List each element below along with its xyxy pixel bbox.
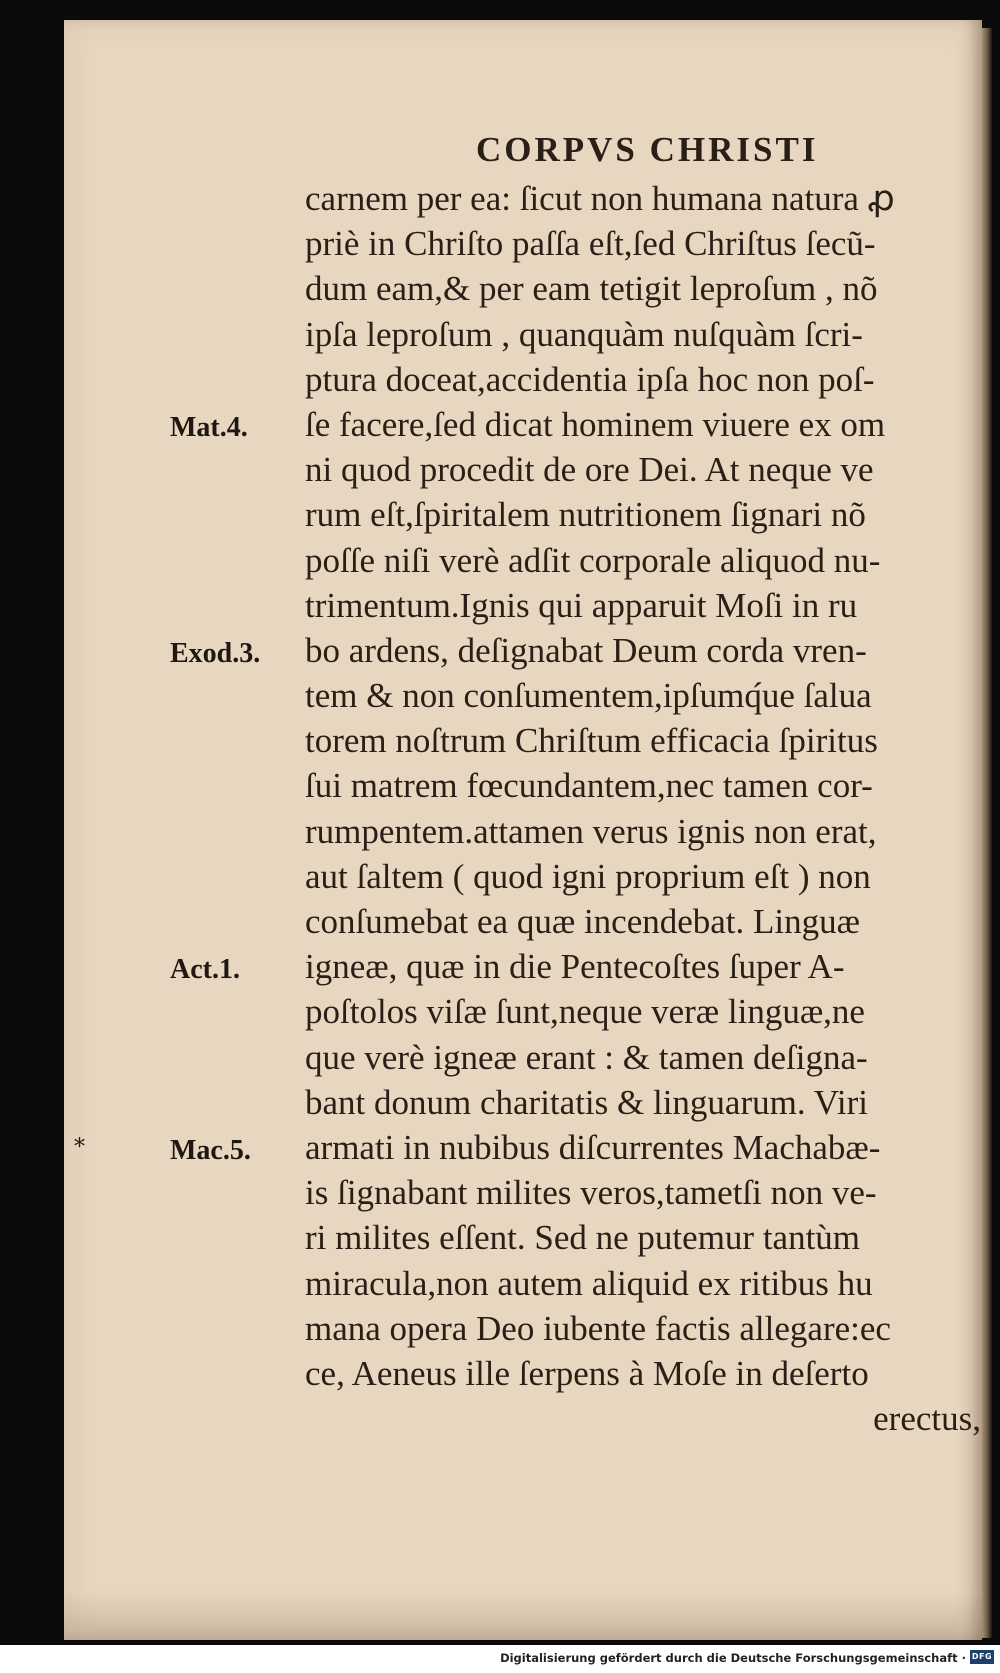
body-text — [305, 176, 985, 1441]
text-line: conſumebat ea quæ incendebat. Linguæ — [305, 902, 860, 941]
text-line: ni quod procedit de ore Dei. At neque ve — [305, 450, 874, 490]
marginal-note-mac: Mac.5. — [170, 1135, 251, 1166]
text-line: ſui matrem fœcundantem,nec tamen cor- — [305, 766, 873, 806]
text-line: mana opera Deo iubente factis allegare:ec — [305, 1308, 891, 1348]
catchword: erectus, — [873, 1399, 981, 1439]
text-line: is ſignabant milites veros,tametſi non ve- — [305, 1173, 877, 1213]
text-line: dum eam,& per eam tetigit leproſum , nõ — [305, 269, 878, 309]
text-line: poſſe niſi verè adſit corporale aliquod nu- — [305, 540, 881, 580]
text-line: torem noſtrum Chriſtum efficacia ſpiritus — [305, 721, 878, 761]
marginal-asterisk: * — [74, 1135, 85, 1160]
marginal-note-mat: Mat.4. — [170, 412, 248, 443]
text-line: rumpentem.attamen verus ignis non erat, — [305, 811, 877, 851]
text-line: armati in nubibus diſcurrentes Machabæ- — [305, 1127, 881, 1167]
text-line: priè in Chriſto paſſa eſt,ſed Chriſtus ſecũ- — [305, 224, 876, 264]
text-line: miracula,non autem aliquid ex ritibus hu — [305, 1263, 873, 1303]
text-line: que verè igneæ erant : & tamen deſigna- — [305, 1037, 868, 1077]
marginal-note-exod: Exod.3. — [170, 638, 261, 669]
text-line: tem & non conſumentem,ipſumq́ue ſalua — [305, 676, 872, 716]
dfg-logo-icon: DFG — [970, 1650, 994, 1664]
text-line: ipſa leproſum , quanquàm nuſquàm ſcri- — [305, 314, 863, 354]
text-line: igneæ, quæ in die Pentecoſtes ſuper A- — [305, 947, 845, 987]
text-line: trimentum.Ignis qui apparuit Moſi in ru — [305, 585, 858, 625]
funding-credit: Digitalisierung gefördert durch die Deutsche Forschungsgemeinschaft · — [500, 1651, 966, 1665]
text-line: ri milites eſſent. Sed ne putemur tantùm — [305, 1218, 861, 1258]
text-line: bant donum charitatis & linguarum. Viri — [305, 1082, 868, 1122]
text-line: aut ſaltem ( quod igni proprium eſt ) non — [305, 856, 871, 896]
text-line: bo ardens, deſignabat Deum corda vren- — [305, 630, 867, 670]
text-line: ptura doceat,accidentia ipſa hoc non poſ- — [305, 359, 875, 399]
marginal-note-act: Act.1. — [170, 954, 240, 985]
text-line: ce, Aeneus ille ſerpens à Moſe in deſerto — [305, 1353, 869, 1393]
text-line: ſe facere,ſed dicat hominem viuere ex om — [305, 404, 886, 444]
page-bottom-shadow — [64, 1590, 982, 1640]
text-line: carnem per ea: ſicut non humana natura ꝓ — [305, 179, 895, 218]
text-line: poſtolos viſæ ſunt,neque veræ linguæ,ne — [305, 992, 865, 1032]
running-head: CORPVS CHRISTI — [476, 130, 819, 169]
text-line: rum eſt,ſpiritalem nutritionem ſignari nõ — [305, 495, 866, 535]
